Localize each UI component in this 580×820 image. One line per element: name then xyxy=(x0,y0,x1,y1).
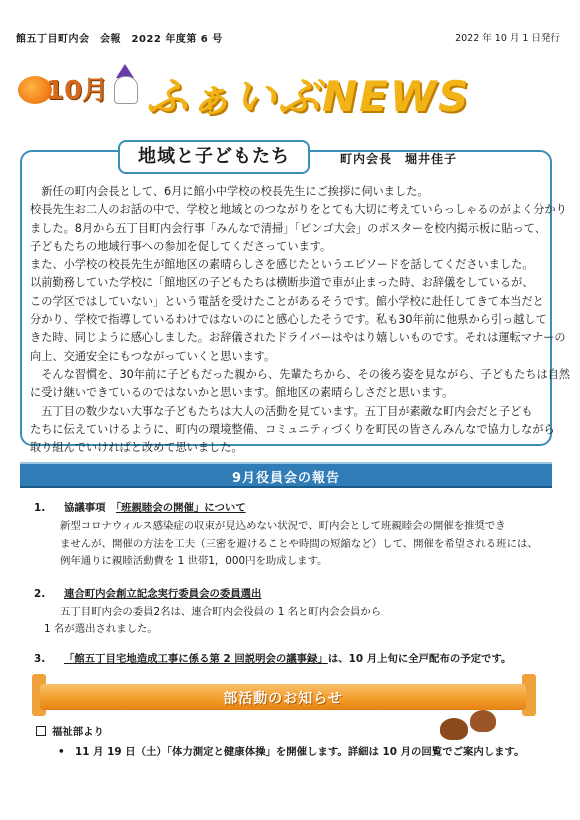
report-item-2-heading xyxy=(34,586,261,604)
chestnut-icon xyxy=(440,718,468,740)
club-bullet-text: 11 月 19 日（土）「体力測定と健康体操」を開催します。詳細は 10 月の回覧でご案内します。 xyxy=(75,746,525,758)
chestnut-icon xyxy=(470,710,496,732)
article-line: 五丁目の数少ない大事な子どもたちは大人の活動を見ています。五丁目が素敵な町内会だと子ども xyxy=(30,404,533,418)
item-number: 3. xyxy=(34,653,46,665)
article-line: 以前勤務していた学校に「館地区の子どもたちは横断歩道で車が止まった時、お辞儀をしているが、 xyxy=(30,276,534,290)
article-line: たちに伝えていけるように、町内の環境整備、コミュニティづくりを町民の皆さんみんなで協力しながら xyxy=(30,422,555,436)
report-banner-title: 9月役員会の報告 xyxy=(231,471,341,486)
bullet-icon: • xyxy=(58,746,76,758)
item-line: 例年通りに親睦活動費を 1 世帯1，000円を助成します。 xyxy=(60,555,328,567)
item-line: ませんが、開催の方法を工夫（三密を避けることや時間の短縮など）して、開催を希望される班には、 xyxy=(60,537,538,550)
article-line: 向上、交通安全にもつながっていくと思います。 xyxy=(30,349,276,363)
article-line: 取り組んでいければと改めて思いました。 xyxy=(30,441,243,455)
report-item-2-line-2: 1 名が選出されました。 xyxy=(44,623,158,635)
article-line: に受け継いできているのではないかと思います。館地区の素晴らしさだと思います。 xyxy=(30,386,454,400)
checkbox-icon xyxy=(36,726,46,736)
article-body xyxy=(30,183,571,457)
report-banner xyxy=(20,462,552,488)
report-item-3 xyxy=(34,651,511,669)
article-author: 町内会長 堀井佳子 xyxy=(340,152,458,166)
article-line: そんな習慣を、30年前に子どもだった親から、先輩たちから、その後ろ姿を見ながら、子どもたちは自然 xyxy=(30,367,571,381)
report-item-2-line-1: 五丁目町内会の委員2名は、連合町内会役員の 1 名と町内会会員から xyxy=(60,606,382,618)
article-line: 新任の町内会長として、6月に館小中学校の校長先生にご挨拶に伺いました。 xyxy=(30,185,429,198)
item-number: 1. xyxy=(34,502,46,514)
issue-info: 館五丁目町内会 会報 2022 年度第 6 号 xyxy=(16,34,223,45)
article-line: 分かり、学校で指導しているわけではないのにと感心したそうです。私も30年前に他県から引っ越して xyxy=(30,313,547,327)
article-line: ました。8月から五丁目町内会行事「みんなで清掃」「ビンゴ大会」のポスターを校内掲示板に貼って、 xyxy=(30,221,546,235)
article-title: 地域と子どもたち xyxy=(118,140,310,174)
club-section-title: 福祉部より xyxy=(52,726,104,738)
item-label: 協議事項 xyxy=(64,502,106,514)
club-section xyxy=(36,724,104,742)
report-item-1-heading xyxy=(34,500,246,518)
report-item-1-body xyxy=(60,518,538,571)
item-title: 「館五丁目宅地造成工事に係る第 2 回説明会の議事録」 xyxy=(64,653,328,665)
club-banner xyxy=(40,684,526,710)
article-line: この学区ではしていない」という電話を受けたことがあるそうです。館小学校に赴任してきて本当だと xyxy=(30,294,544,308)
article-line: きた時、同じように感心しました。お辞儀されたドライバーはやはり嬉しいものです。それは運転マナーの xyxy=(30,331,566,345)
ghost-icon xyxy=(114,76,138,104)
article-line: 子どもたちの地域行事への参加を促してくださっています。 xyxy=(30,239,332,253)
masthead xyxy=(18,62,558,122)
newsletter-title: ふぁいぶNEWS xyxy=(146,72,471,121)
item-line: 新型コロナウィルス感染症の収束が見込めない状況で、町内会として班親睦会の開催を推奨でき xyxy=(60,520,506,532)
article-line: 校長先生お二人のお話の中で、学校と地域とのつながりをとても大切に考えていらっしゃるのがよく分かり xyxy=(30,203,567,217)
month-badge: 10月 xyxy=(46,76,109,106)
item-text: は、10 月上旬に全戸配布の予定です。 xyxy=(327,653,512,665)
club-bullet xyxy=(58,744,525,762)
item-title: 連合町内会創立記念実行委員会の委員選出 xyxy=(64,588,262,600)
publish-date: 2022 年 10 月 1 日発行 xyxy=(455,33,560,44)
club-banner-title: 部活動のお知らせ xyxy=(223,691,343,707)
item-title: 「班親睦会の開催」について xyxy=(115,502,246,514)
item-number: 2. xyxy=(34,588,46,600)
article-line: また、小学校の校長先生が館地区の素晴らしさを感じたというエピソードを話してくださいました。 xyxy=(30,258,534,272)
